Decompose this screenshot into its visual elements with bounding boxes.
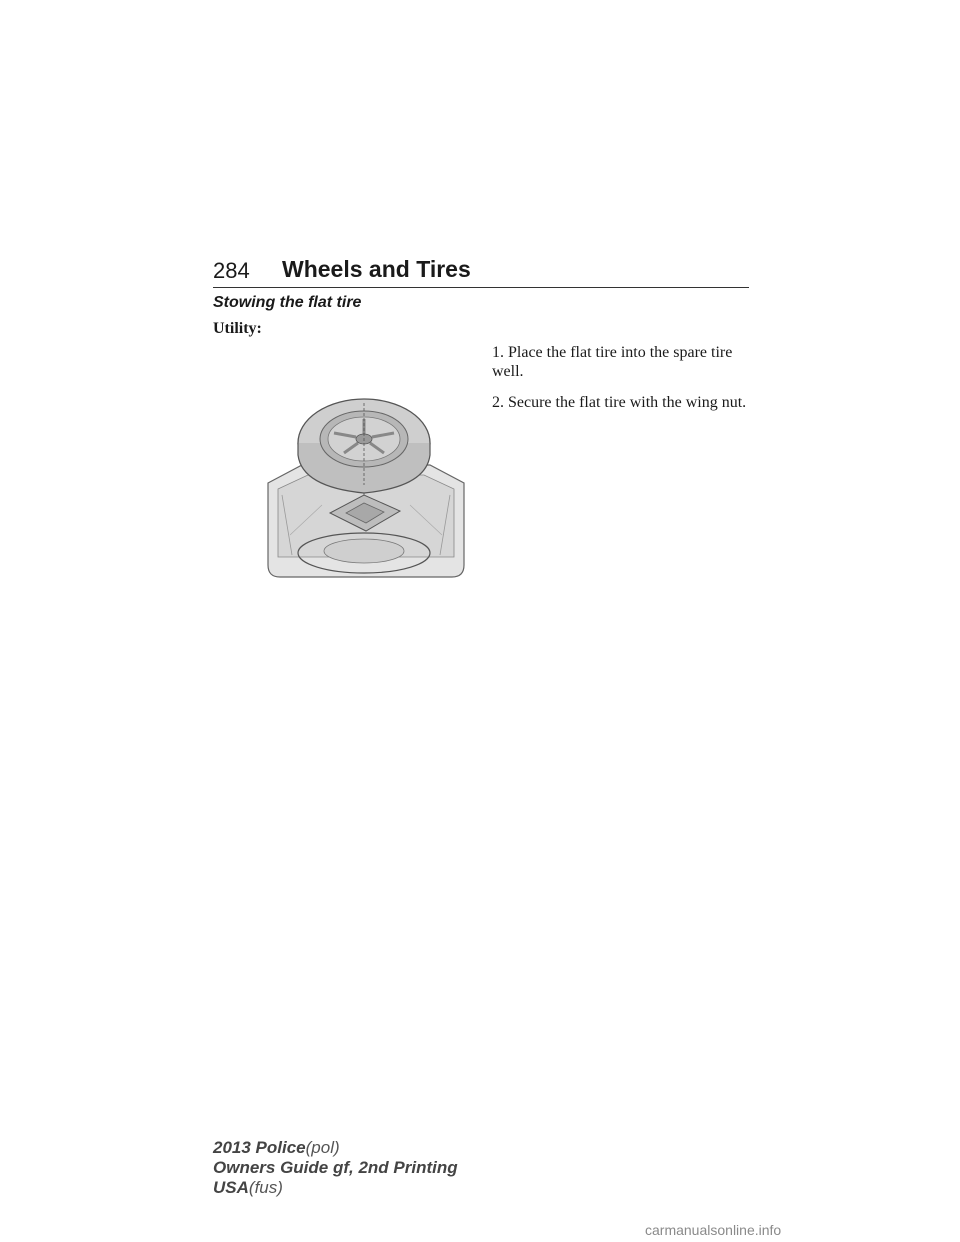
footer-model-code: (pol) [305,1138,340,1157]
document-footer [213,1138,458,1198]
footer-market: USA [213,1178,249,1197]
step-1: 1. Place the flat tire into the spare tire well. [492,344,733,380]
instruction-steps [492,343,754,424]
section-heading: Stowing the flat tire [213,294,362,311]
subheading: Utility: [213,320,262,337]
footer-guide: Owners Guide gf, 2nd Printing [213,1158,458,1177]
page-number: 284 [213,258,250,283]
chapter-title: Wheels and Tires [282,256,471,282]
watermark: carmanualsonline.info [645,1222,782,1238]
footer-model: 2013 Police [213,1138,306,1157]
spare-tire-well-illustration-icon [262,385,470,583]
step-2: 2. Secure the flat tire with the wing nut. [492,394,747,411]
footer-market-code: (fus) [248,1178,283,1197]
header-divider [213,287,749,288]
